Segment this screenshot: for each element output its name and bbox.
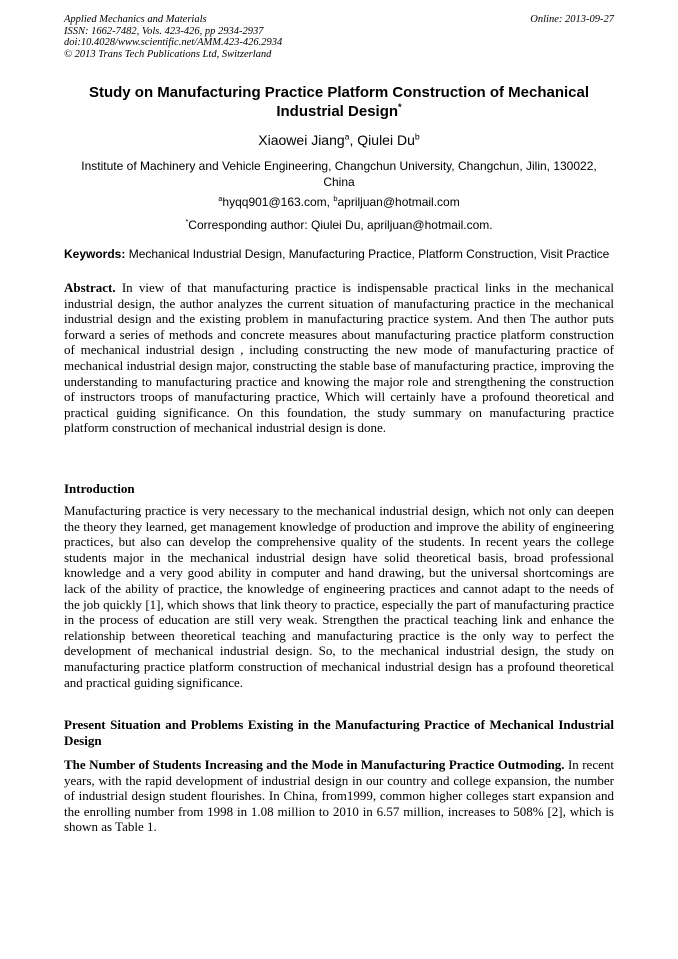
author-2: Qiulei Du [357, 132, 415, 148]
doi-line: doi:10.4028/www.scientific.net/AMM.423-426.2934 [64, 37, 283, 48]
section2-heading: Present Situation and Problems Existing in the Manufacturing Practice of Mechanical Industrial Design [64, 717, 614, 748]
online-date: Online: 2013-09-27 [530, 14, 614, 25]
email-b: apriljuan@hotmail.com [337, 195, 460, 209]
author-separator: , [349, 132, 358, 148]
author-2-sup: b [414, 131, 420, 142]
email-line [64, 195, 614, 209]
author-1: Xiaowei Jiang [258, 132, 345, 148]
email-b-sup: b [333, 194, 338, 203]
author-line [64, 132, 614, 148]
corresponding-author [64, 218, 614, 232]
abstract-label: Abstract. [64, 280, 116, 295]
author-1-sup: a [344, 131, 350, 142]
affiliation: Institute of Machinery and Vehicle Engineering, Changchun University, Changchun, Jilin, 130022, China [81, 159, 597, 189]
email-a: hyqq901@163.com, [222, 195, 334, 209]
intro-heading: Introduction [64, 481, 135, 496]
copyright-line: © 2013 Trans Tech Publications Ltd, Switzerland [64, 48, 272, 60]
paper-title [60, 83, 618, 121]
journal-name: Applied Mechanics and Materials [64, 14, 207, 25]
paper-title-text: Study on Manufacturing Practice Platform Construction of Mechanical Industrial Design [88, 84, 590, 120]
issn-line: ISSN: 1662-7482, Vols. 423-426, pp 2934-2937 [64, 25, 264, 37]
abstract-text: In view of that manufacturing practice is indispensable practical links in the mechanical industrial design, the author analyzes the current situation of manufacturing practice in the mechanical industrial design and the existing problem in manufacturing practice system. And then The author puts forward a series of methods and concrete measures about manufacturing practice platform construction of mechanical industrial design , including constructing the new mode of manufacturing practice of mechanical industrial design major, constructing the stable base of manufacturing practice, improving the understanding to manufacturing practice and knowing the major role and strengthening the construction of instructors troops of manufacturing practice, Which will certainly have a profound theoretical and practical guiding significance. On this foundation, the study summary on manufacturing practice platform construction of mechanical industrial design is done. [64, 280, 614, 436]
keywords [64, 247, 614, 261]
journal-header [64, 14, 614, 60]
section2-text: In recent years, with the rapid development of industrial design in our country and college expansion, the number of industrial design student flourishes. In China, from1999, common higher colleges start expansion and the enrolling number from 1998 in 1.08 million to 2010 in 6.57 million, increases to 508% [2], which is shown as Table 1. [64, 757, 614, 835]
keywords-text: Mechanical Industrial Design, Manufacturing Practice, Platform Construction, Visit Practice [125, 247, 610, 261]
corresponding-text: Corresponding author: Qiulei Du, apriljuan@hotmail.com. [188, 218, 493, 232]
title-footnote-mark: * [398, 102, 402, 112]
section2-subheading: The Number of Students Increasing and the Mode in Manufacturing Practice Outmoding. [64, 757, 565, 772]
email-a-sup: a [218, 194, 223, 203]
abstract [64, 280, 614, 436]
intro-paragraph: Manufacturing practice is very necessary to the mechanical industrial design, which not only can deepen the theory they learned, get management knowledge of production and improve the ability of engineering practices, but also can develop the comprehensive quality of the students. In recent years the college students major in the mechanical industrial design have solid theoretical basis, broad professional knowledge and a very good ability in computer and hand drawing, but the universal shortcomings are lack of the ability of practice, the knowledge of engineering practices and cannot adapt to the needs of the job quickly [1], which shows that link theory to practice, especially the part of manufacturing practice in the process of education are still very weak. Strengthen the practical teaching link and enhance the relationship between theoretical teaching and manufacturing practice is the only way to perfect the development of mechanical industrial design. So, to the mechanical industrial design, the study on manufacturing practice platform construction of mechanical industrial design has a profound theoretical and practical guiding significance. [64, 503, 614, 690]
section2-paragraph [64, 757, 614, 835]
corresponding-mark: * [185, 217, 189, 226]
keywords-label: Keywords: [64, 247, 126, 261]
